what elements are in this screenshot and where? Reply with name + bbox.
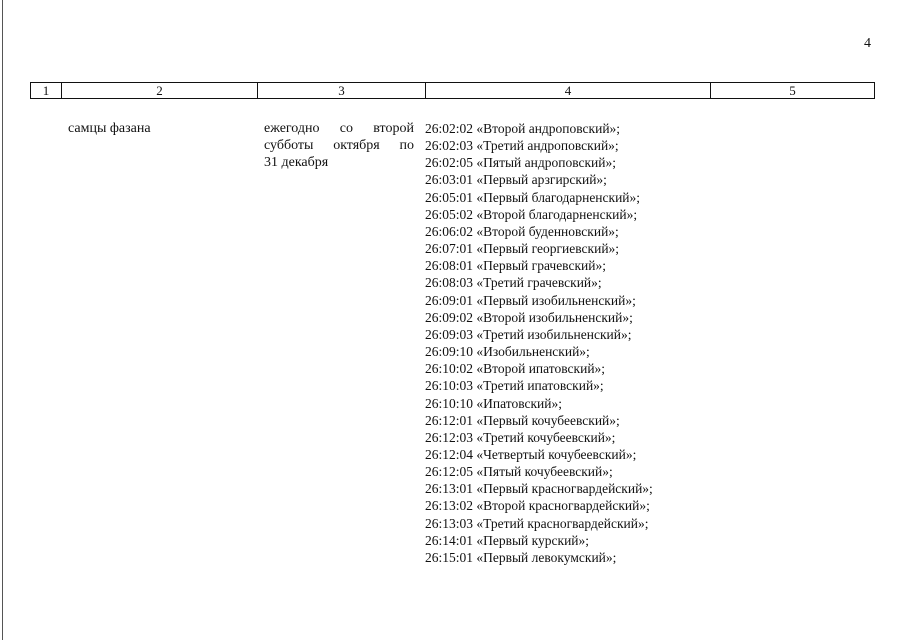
hunting-area-item: 26:03:01 «Первый арзгирский»; xyxy=(425,172,607,188)
hunting-area-item: 26:05:02 «Второй благодарненский»; xyxy=(425,206,638,222)
hunting-area-item: 26:13:03 «Третий красногвардейский»; xyxy=(425,515,649,531)
species-cell: самцы фазана xyxy=(68,121,151,136)
hunting-area-item: 26:09:02 «Второй изобильненский»; xyxy=(425,309,633,325)
hunting-area-item: 26:09:03 «Третий изобильненский»; xyxy=(425,326,632,342)
hunting-area-item: 26:09:10 «Изобильненский»; xyxy=(425,344,590,360)
hunting-area-item: 26:12:03 «Третий кочубеевский»; xyxy=(425,429,616,445)
hunting-area-item: 26:09:01 «Первый изобильненский»; xyxy=(425,292,636,308)
hunting-area-item: 26:12:04 «Четвертый кочубеевский»; xyxy=(425,446,637,462)
hunting-area-item: 26:06:02 «Второй буденновский»; xyxy=(425,223,619,239)
hunting-area-item: 26:14:01 «Первый курский»; xyxy=(425,532,590,548)
hunting-area-item: 26:08:03 «Третий грачевский»; xyxy=(425,275,602,291)
hunting-area-item: 26:10:03 «Третий ипатовский»; xyxy=(425,378,604,394)
hunting-area-item: 26:13:01 «Первый красногвардейский»; xyxy=(425,481,653,497)
hunting-area-item: 26:13:02 «Второй красногвардейский»; xyxy=(425,498,650,514)
page-number: 4 xyxy=(864,36,871,51)
hunting-area-item: 26:10:10 «Ипатовский»; xyxy=(425,395,563,411)
hunting-area-item: 26:07:01 «Первый георгиевский»; xyxy=(425,241,620,257)
hunting-area-item: 26:10:02 «Второй ипатовский»; xyxy=(425,361,606,377)
period-line: субботы октября по xyxy=(264,138,414,153)
column-number-5: 5 xyxy=(789,83,796,98)
hunting-area-item: 26:08:01 «Первый грачевский»; xyxy=(425,258,606,274)
table-column-numbers-row xyxy=(30,82,875,99)
hunting-area-item: 26:02:05 «Пятый андроповский»; xyxy=(425,155,617,171)
column-number-2: 2 xyxy=(62,83,258,98)
hunting-area-item: 26:02:03 «Третий андроповский»; xyxy=(425,138,619,154)
column-number-3: 3 xyxy=(258,83,426,98)
period-line: 31 декабря xyxy=(264,155,329,170)
hunting-period-cell xyxy=(264,120,414,171)
hunting-area-item: 26:12:05 «Пятый кочубеевский»; xyxy=(425,464,613,480)
period-line: ежегодно со второй xyxy=(264,121,414,136)
hunting-area-item: 26:02:02 «Второй андроповский»; xyxy=(425,121,621,136)
page-edge-line xyxy=(2,0,3,640)
hunting-area-item: 26:05:01 «Первый благодарненский»; xyxy=(425,189,641,205)
column-number-1: 1 xyxy=(31,83,62,98)
hunting-area-item: 26:12:01 «Первый кочубеевский»; xyxy=(425,412,620,428)
column-number-4: 4 xyxy=(426,83,711,98)
hunting-area-item: 26:15:01 «Первый левокумский»; xyxy=(425,549,617,565)
hunting-areas-list xyxy=(425,120,653,566)
